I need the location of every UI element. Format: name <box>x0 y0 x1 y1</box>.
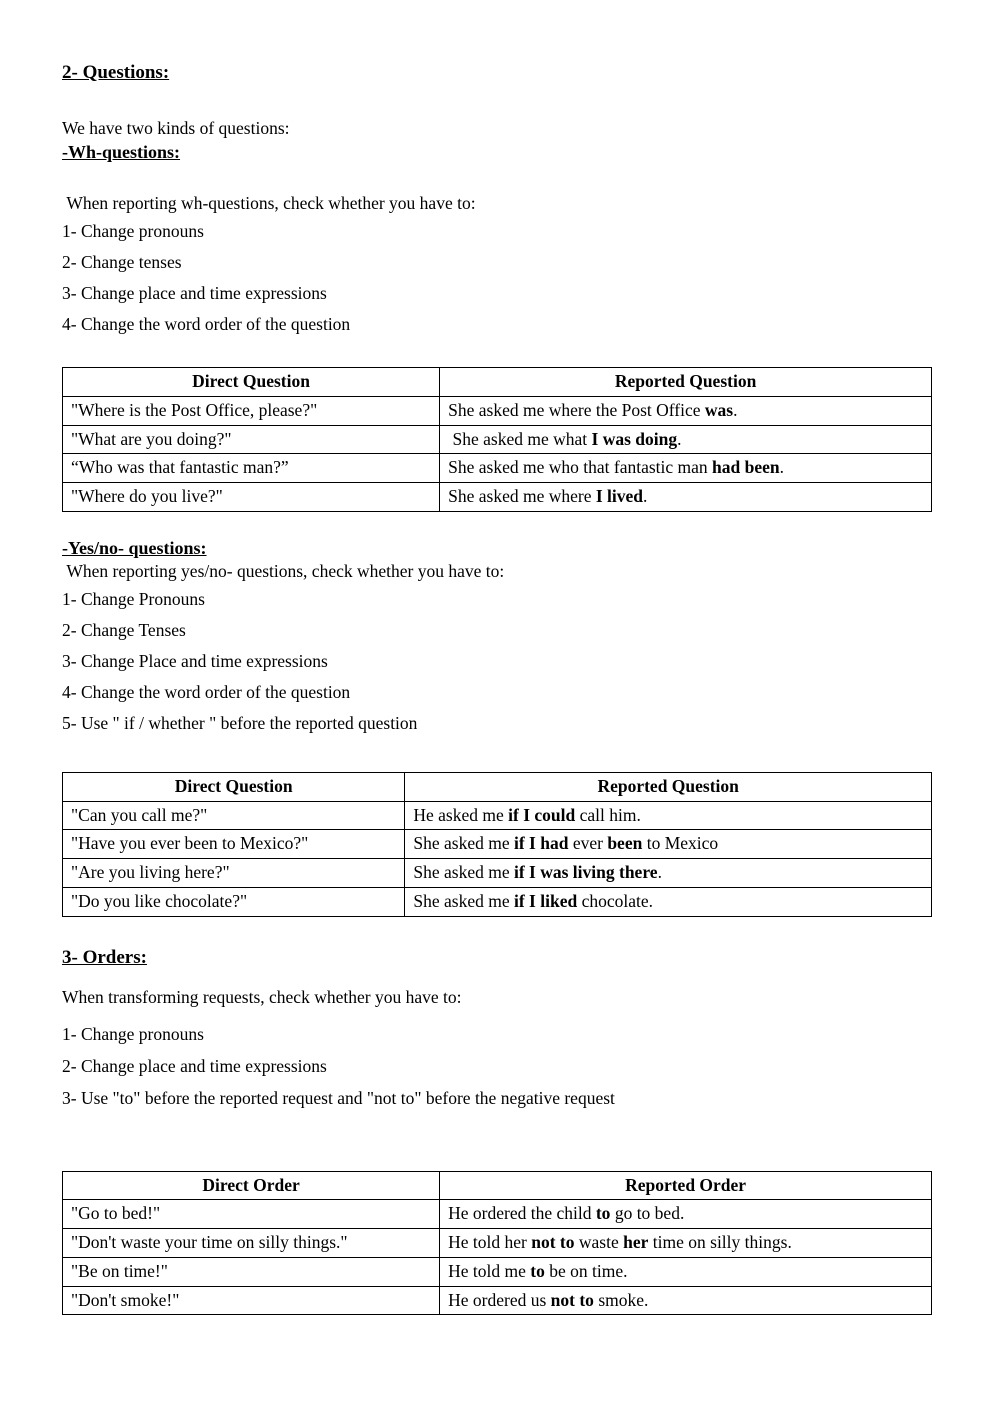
wh-questions-heading: -Wh-questions: <box>62 142 181 162</box>
table-cell: He ordered the child to go to bed. <box>440 1200 932 1229</box>
wh-questions-table <box>62 367 932 512</box>
table-cell: She asked me if I had ever been to Mexico <box>405 830 932 859</box>
table-header-row <box>63 368 932 397</box>
table-cell: "Are you living here?" <box>63 859 405 888</box>
table-cell: He asked me if I could call him. <box>405 801 932 830</box>
list-item: 5- Use " if / whether " before the reported question <box>62 712 418 733</box>
table-cell: "Where do you live?" <box>63 483 440 512</box>
table-cell: "Have you ever been to Mexico?" <box>63 830 405 859</box>
table-cell: He told her not to waste her time on silly things. <box>440 1229 932 1258</box>
table-row <box>63 830 932 859</box>
yesno-questions-lead: When reporting yes/no- questions, check whether you have to: <box>62 560 505 581</box>
table-cell: She asked me where the Post Office was. <box>440 396 932 425</box>
wh-questions-steps <box>62 221 932 335</box>
orders-table <box>62 1171 932 1316</box>
list-item: 4- Change the word order of the question <box>62 681 351 702</box>
list-item: 1- Change pronouns <box>62 1023 204 1044</box>
list-item: 2- Change place and time expressions <box>62 1055 327 1076</box>
table-row <box>63 1257 932 1286</box>
table-row <box>63 801 932 830</box>
table-cell: She asked me if I liked chocolate. <box>405 887 932 916</box>
table-row <box>63 425 932 454</box>
section-2-heading: 2- Questions: <box>62 62 170 83</box>
list-item: 3- Change place and time expressions <box>62 283 327 303</box>
table-row <box>63 483 932 512</box>
table-header-cell: Direct Question <box>63 368 440 397</box>
table-cell: He told me to be on time. <box>440 1257 932 1286</box>
table-cell: "Where is the Post Office, please?" <box>63 396 440 425</box>
wh-questions-lead: When reporting wh-questions, check whether you have to: <box>62 193 476 213</box>
table-cell: She asked me what I was doing. <box>440 425 932 454</box>
table-cell: She asked me if I was living there. <box>405 859 932 888</box>
table-cell: “Who was that fantastic man?” <box>63 454 440 483</box>
table-header-cell: Direct Order <box>63 1171 440 1200</box>
table-cell: She asked me where I lived. <box>440 483 932 512</box>
yesno-questions-steps <box>62 589 932 734</box>
table-header-row <box>63 772 932 801</box>
list-item: 4- Change the word order of the question <box>62 314 351 334</box>
table-cell: "What are you doing?" <box>63 425 440 454</box>
yesno-questions-heading: -Yes/no- questions: <box>62 537 207 558</box>
list-item: 3- Change Place and time expressions <box>62 650 328 671</box>
table-row <box>63 887 932 916</box>
table-cell: He ordered us not to smoke. <box>440 1286 932 1315</box>
table-header-cell: Reported Question <box>440 368 932 397</box>
list-item: 2- Change Tenses <box>62 619 186 640</box>
section-3-lead: When transforming requests, check whether you have to: <box>62 986 462 1007</box>
table-row <box>63 859 932 888</box>
section-3-heading: 3- Orders: <box>62 946 147 968</box>
table-cell: "Don't waste your time on silly things." <box>63 1229 440 1258</box>
table-cell: "Do you like chocolate?" <box>63 887 405 916</box>
list-item: 3- Use "to" before the reported request and "not to" before the negative request <box>62 1087 615 1108</box>
table-row <box>63 454 932 483</box>
table-header-cell: Reported Order <box>440 1171 932 1200</box>
table-row <box>63 396 932 425</box>
yesno-questions-table <box>62 772 932 917</box>
table-header-cell: Direct Question <box>63 772 405 801</box>
section-3-steps <box>62 1024 932 1109</box>
table-row <box>63 1229 932 1258</box>
table-header-cell: Reported Question <box>405 772 932 801</box>
table-row <box>63 1286 932 1315</box>
table-cell: "Go to bed!" <box>63 1200 440 1229</box>
table-cell: "Be on time!" <box>63 1257 440 1286</box>
table-cell: "Don't smoke!" <box>63 1286 440 1315</box>
list-item: 2- Change tenses <box>62 252 182 272</box>
list-item: 1- Change Pronouns <box>62 588 205 609</box>
list-item: 1- Change pronouns <box>62 221 204 241</box>
section-2-intro: We have two kinds of questions: <box>62 118 290 138</box>
table-cell: "Can you call me?" <box>63 801 405 830</box>
table-row <box>63 1200 932 1229</box>
table-cell: She asked me who that fantastic man had been. <box>440 454 932 483</box>
table-header-row <box>63 1171 932 1200</box>
